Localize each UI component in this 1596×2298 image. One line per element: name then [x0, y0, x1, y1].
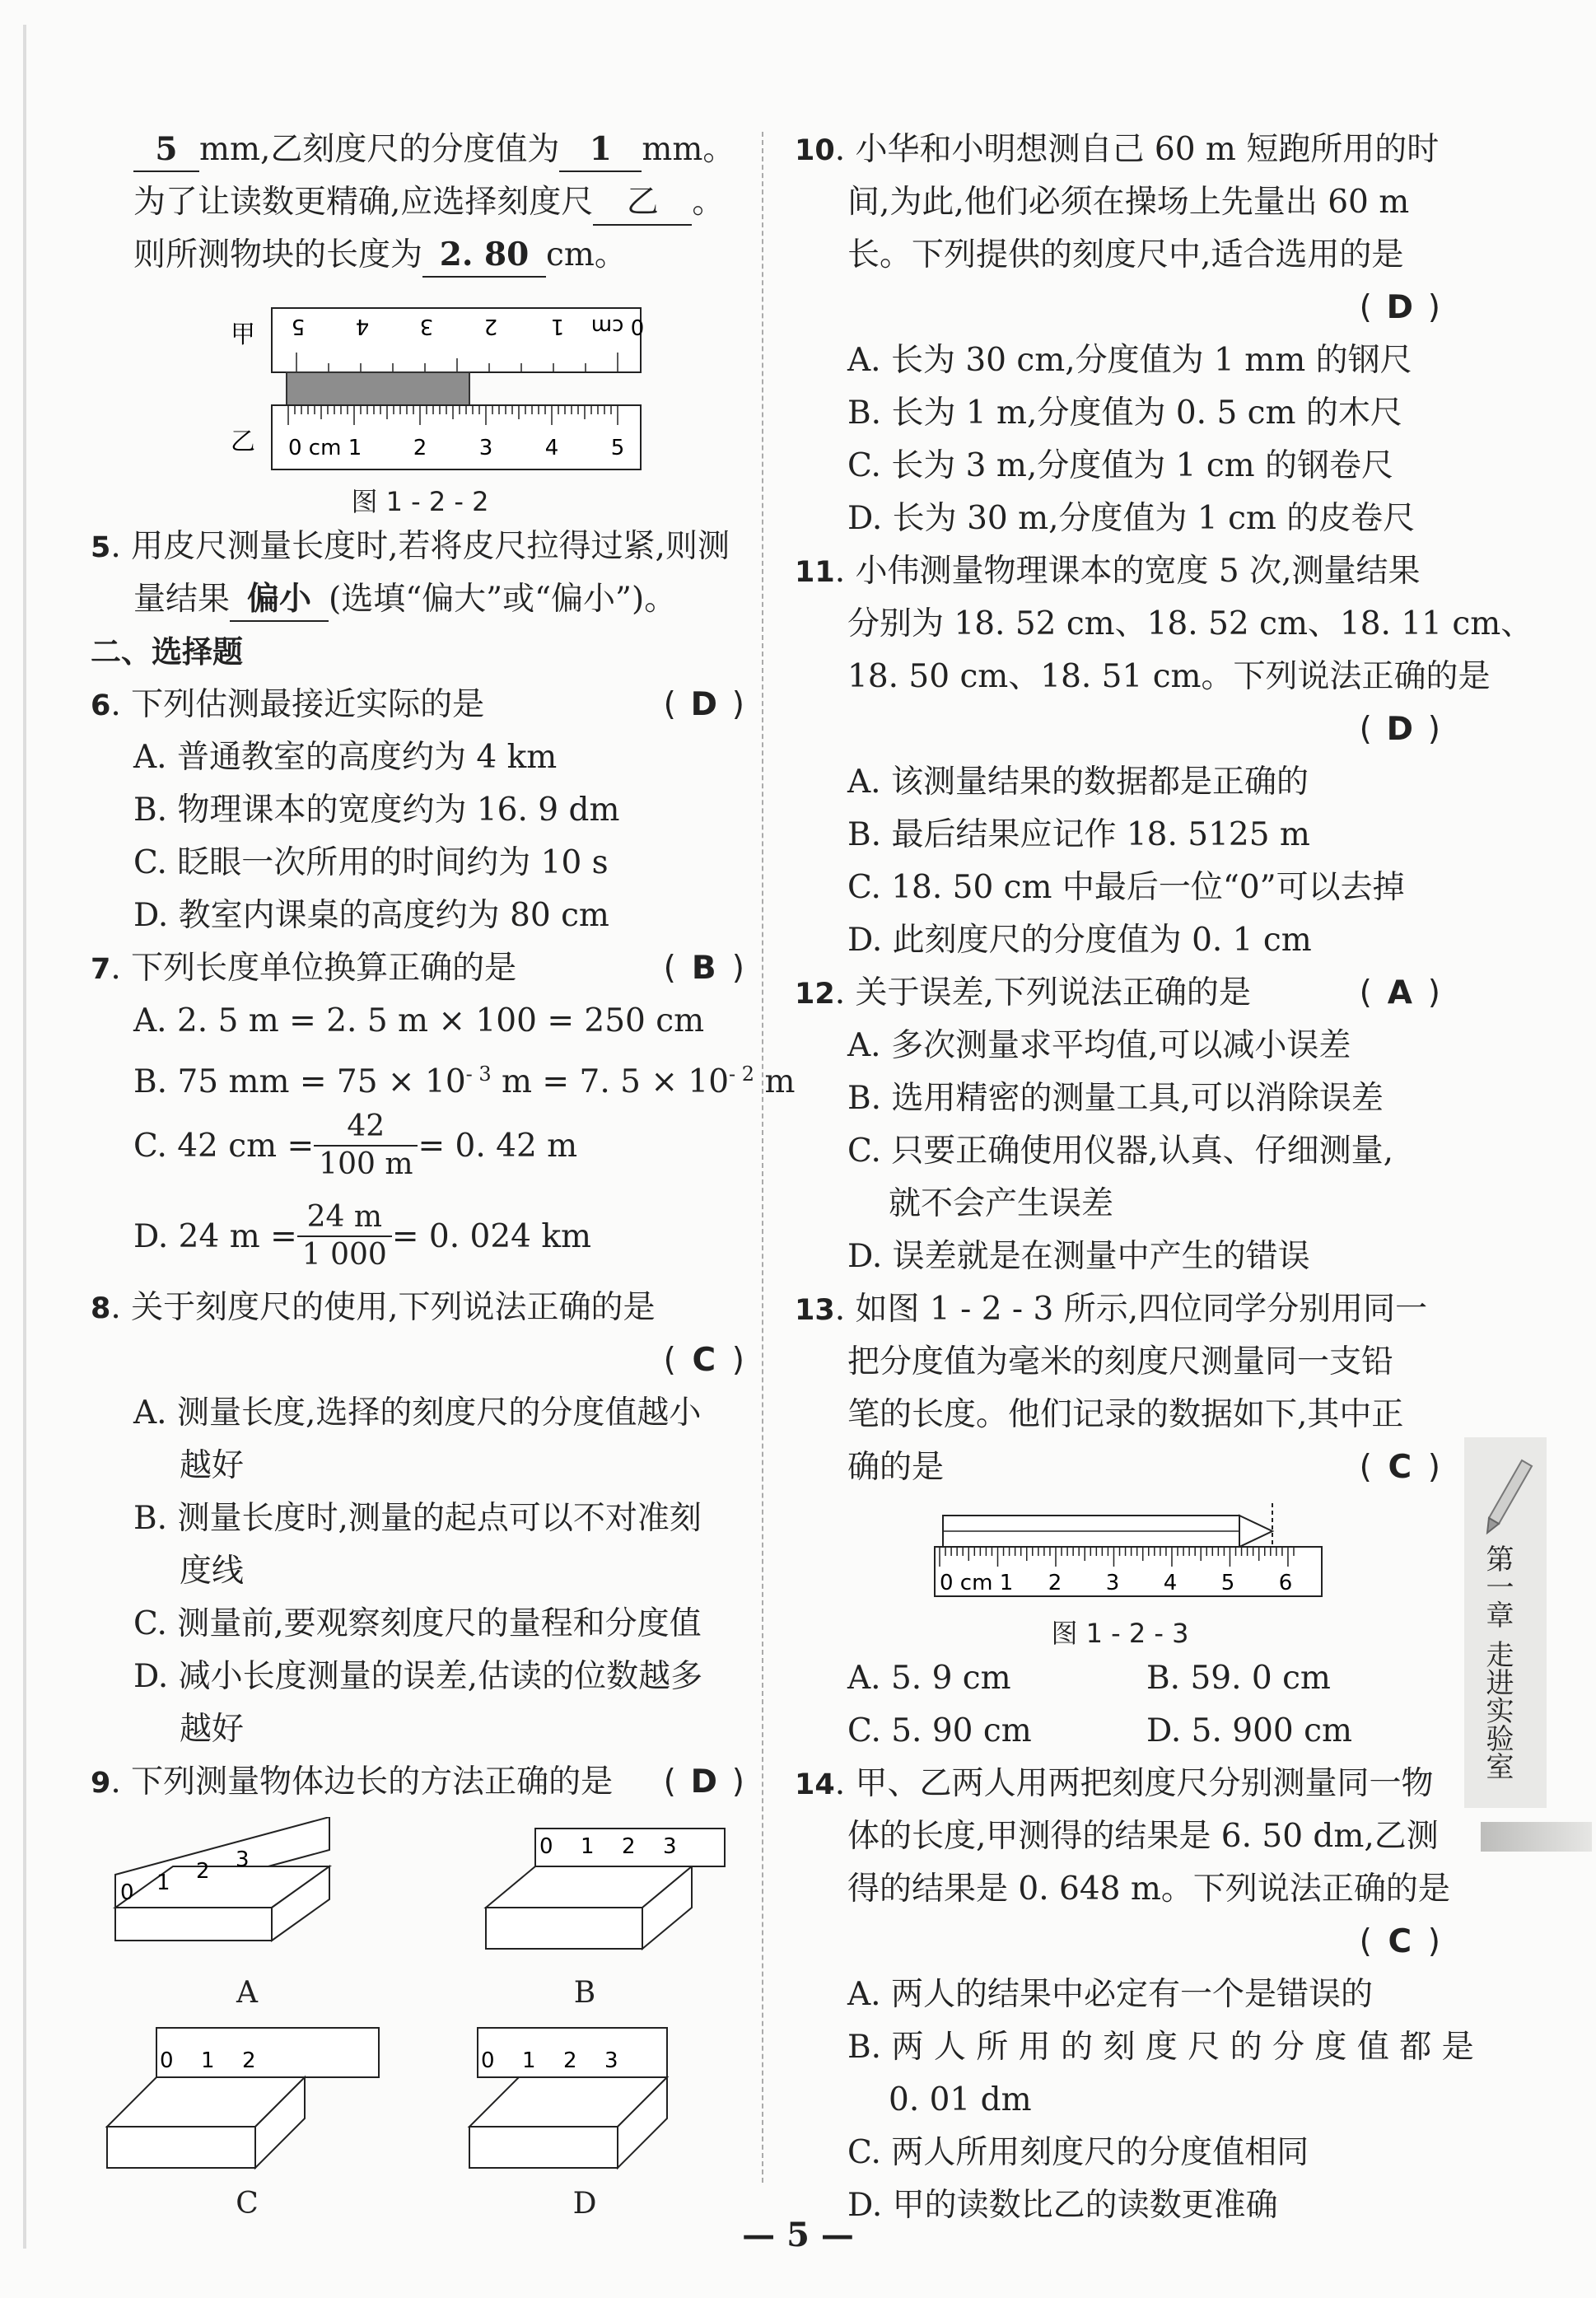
q14-text: . 甲、乙两人用两把刻度尺分别测量同一物	[834, 1765, 1434, 1802]
q7-b-text: m = 7. 5 × 10	[491, 1063, 730, 1100]
q11-option: D. 此刻度尺的分度值为 0. 1 cm	[847, 922, 1312, 959]
figure-1-2-2-caption: 图 1 - 2 - 2	[351, 486, 489, 517]
q10-option: D. 长为 30 m,分度值为 1 cm 的皮卷尺	[847, 500, 1416, 537]
q7-d-text: D. 24 m =	[133, 1217, 297, 1255]
ruler-tick-label: 5	[1220, 1571, 1235, 1595]
q7-number: 7	[91, 953, 111, 986]
fraction-denominator: 1 000	[301, 1238, 387, 1272]
page-number: — 5 —	[742, 2216, 854, 2254]
block-front	[486, 1908, 642, 1949]
q7-text: . 下列长度单位换算正确的是	[110, 950, 517, 987]
q11-stem	[795, 545, 1445, 598]
q12-option: C. 只要正确使用仪器,认真、仔细测量,	[847, 1133, 1394, 1170]
ruler-jia-tick-label: 1	[550, 314, 565, 339]
q5-text: . 用皮尺测量长度时,若将皮尺拉得过紧,则测	[110, 528, 730, 565]
q7-b-text: B. 75 mm = 75 × 10	[133, 1063, 466, 1100]
fraction-numerator: 42	[314, 1109, 418, 1147]
q9-label-c: C	[236, 2187, 259, 2221]
q4-text: mm。	[642, 131, 735, 168]
q14-option-cont: 0. 01 dm	[889, 2081, 1032, 2118]
ruler-yi-tick-label: 0 cm 1	[288, 436, 362, 460]
q14-option: B. 两 人 所 用 的 刻 度 尺 的 分 度 值 都 是	[847, 2029, 1474, 2066]
ruler	[156, 2028, 379, 2077]
ruler-jia-tick-label: 0 cm	[590, 314, 645, 339]
q13-options-row	[795, 1705, 1445, 1758]
q6-option: B. 物理课本的宽度约为 16. 9 dm	[133, 792, 620, 829]
q10-option: A. 长为 30 cm,分度值为 1 mm 的钢尺	[847, 342, 1412, 379]
q6-stem	[91, 679, 749, 731]
figure-1-2-2	[91, 285, 749, 483]
q6-number: 6	[91, 689, 111, 722]
q8-number: 8	[91, 1292, 111, 1325]
chapter-side-text	[1478, 1544, 1514, 1780]
pencil	[943, 1503, 1272, 1548]
ruler-jia	[272, 308, 641, 372]
q12-stem	[795, 967, 1445, 1020]
tick-label: 1	[201, 2048, 215, 2073]
q8-option: B. 测量长度时,测量的起点可以不对准刻	[133, 1500, 702, 1537]
fraction-numerator: 24 m	[297, 1199, 392, 1237]
q13-option: A. 5. 9 cm	[847, 1660, 1011, 1697]
q8-answer: ( C )	[91, 1334, 749, 1387]
q13-option: B. 59. 0 cm	[1146, 1660, 1331, 1697]
q13-answer-letter: C	[1388, 1449, 1412, 1486]
q11-stem-cont: 分别为 18. 52 cm、18. 52 cm、18. 11 cm、	[847, 605, 1533, 642]
q6-option: A. 普通教室的高度约为 4 km	[133, 739, 558, 776]
tick-label: 0	[481, 2048, 495, 2073]
q9-diagram-d	[428, 2020, 741, 2176]
q7-b-text: m	[754, 1063, 796, 1100]
q7-option-b	[91, 1048, 796, 1100]
page-edge	[23, 25, 26, 2249]
q11-stem-cont: 18. 50 cm、18. 51 cm。下列说法正确的是	[847, 658, 1491, 695]
q14-option: C. 两人所用刻度尺的分度值相同	[847, 2134, 1309, 2171]
q8-option: C. 测量前,要观察刻度尺的量程和分度值	[133, 1605, 702, 1642]
side-accent-bar	[1481, 1822, 1592, 1852]
ruler-tick-label: 3	[1105, 1571, 1120, 1595]
q6-answer: ( D )	[664, 679, 744, 731]
q9-label-a: A	[236, 1976, 258, 2010]
q6-answer-letter: D	[690, 686, 717, 723]
q10-stem-cont: 间,为此,他们必须在操场上先量出 60 m	[847, 184, 1410, 221]
q9-diagram-a	[91, 1817, 404, 1965]
q7-b-exponent: - 2	[729, 1063, 755, 1086]
q9-label-b: B	[573, 1976, 596, 2010]
q8-option-cont: 度线	[180, 1553, 245, 1590]
tick-label: 3	[604, 2048, 618, 2073]
q5-number: 5	[91, 531, 111, 564]
q12-option: D. 误差就是在测量中产生的错误	[847, 1238, 1310, 1275]
q13-option: D. 5. 900 cm	[1146, 1712, 1352, 1749]
q7-stem	[91, 942, 749, 995]
q9-figure-c	[91, 2020, 404, 2224]
q6-option: C. 眨眼一次所用的时间约为 10 s	[133, 844, 609, 881]
q11-number: 11	[795, 556, 835, 589]
pencil-tip	[1239, 1516, 1272, 1547]
q14-answer-letter: C	[1388, 1923, 1412, 1960]
ruler-yi-tick-label: 5	[610, 436, 625, 460]
q9-answer: ( D )	[664, 1756, 744, 1809]
tick-label: 0	[120, 1880, 134, 1905]
ruler-yi-tick-label: 3	[478, 436, 493, 460]
q12-answer: ( A )	[1360, 967, 1440, 1020]
q14-option: A. 两人的结果中必定有一个是错误的	[847, 1976, 1373, 2013]
q4-text: 为了让读数更精确,应选择刻度尺	[133, 184, 594, 221]
q8-option: D. 减小长度测量的误差,估读的位数越多	[133, 1658, 703, 1695]
ruler-jia-tick-label: 4	[355, 314, 370, 339]
section-heading: 二、选择题	[91, 634, 243, 670]
tick-label: 0	[160, 2048, 174, 2073]
q13-stem-cont: 把分度值为毫米的刻度尺测量同一支铅	[847, 1343, 1394, 1380]
block-front	[115, 1908, 272, 1941]
q8-stem	[91, 1282, 749, 1334]
q5-text: 量结果	[133, 581, 231, 618]
q8-option-cont: 越好	[180, 1447, 245, 1484]
pencil-icon	[1472, 1444, 1538, 1534]
ruler-jia-tick-label: 5	[291, 314, 306, 339]
tick-label: 1	[156, 1871, 170, 1895]
q12-text: . 关于误差,下列说法正确的是	[834, 974, 1251, 1011]
q10-text: . 小华和小明想测自己 60 m 短跑所用的时	[834, 131, 1440, 168]
q14-stem-cont: 得的结果是 0. 648 m。下列说法正确的是	[847, 1871, 1450, 1908]
q9-stem	[91, 1756, 749, 1809]
q13-stem-cont: 笔的长度。他们记录的数据如下,其中正	[847, 1396, 1404, 1433]
q8-option: A. 测量长度,选择的刻度尺的分度值越小	[133, 1394, 702, 1432]
q9-figure-b	[428, 1817, 741, 2013]
left-column	[91, 124, 796, 2224]
q13-number: 13	[795, 1294, 835, 1327]
q13-option: C. 5. 90 cm	[847, 1712, 1032, 1749]
q10-option: B. 长为 1 m,分度值为 0. 5 cm 的木尺	[847, 395, 1402, 432]
ruler-jia-tick-label: 3	[419, 314, 434, 339]
q4-line1	[91, 124, 749, 176]
measured-block	[287, 372, 469, 405]
q14-stem-cont: 体的长度,甲测得的结果是 6. 50 dm,乙测	[847, 1818, 1439, 1855]
block-front	[107, 2127, 255, 2168]
q7-option-a: A. 2. 5 m = 2. 5 m × 100 = 250 cm	[133, 1002, 705, 1039]
q6-option: D. 教室内课桌的高度约为 80 cm	[133, 897, 609, 934]
column-divider	[762, 132, 763, 2183]
q14-number: 14	[795, 1768, 835, 1801]
q7-option-c	[91, 1100, 749, 1191]
figure-1-2-3-caption: 图 1 - 2 - 3	[1051, 1618, 1189, 1649]
q9-label-d: D	[572, 2187, 597, 2221]
q10-number: 10	[795, 134, 835, 167]
q11-option: C. 18. 50 cm 中最后一位“0”可以去掉	[847, 869, 1405, 906]
tick-label: 0	[539, 1834, 553, 1859]
q10-answer-letter: D	[1386, 289, 1413, 326]
ruler-tick-label: 0 cm 1	[940, 1571, 1014, 1595]
ruler-tick-label: 6	[1278, 1571, 1293, 1595]
q9-diagram-b	[428, 1817, 741, 1965]
q13-stem	[795, 1283, 1445, 1336]
ruler-yi-tick-label: 4	[544, 436, 559, 460]
q5-text: (选填“偏大”或“偏小”)。	[329, 581, 677, 618]
q12-answer-letter: A	[1387, 974, 1412, 1011]
ruler-jia-label: 甲	[231, 320, 255, 349]
ruler-jia-tick-label: 2	[483, 314, 498, 339]
q7-d-fraction	[297, 1199, 392, 1273]
q14-stem	[795, 1758, 1445, 1810]
tick-label: 1	[522, 2048, 536, 2073]
q7-option-d	[91, 1191, 749, 1282]
q13-text: 确的是	[847, 1449, 945, 1486]
q7-answer: ( B )	[664, 942, 744, 995]
q4-line2	[91, 176, 749, 229]
q7-c-text: = 0. 42 m	[418, 1127, 578, 1165]
q9-figure-a	[91, 1817, 404, 2013]
q14-option: D. 甲的读数比乙的读数更准确	[847, 2187, 1278, 2224]
q4-text: 则所测物块的长度为	[133, 236, 423, 273]
q4-text: mm,乙刻度尺的分度值为	[199, 131, 560, 168]
q10-stem	[795, 124, 1445, 176]
ruler-tick-label: 4	[1163, 1571, 1178, 1595]
chapter-title: 走进实验室	[1481, 1640, 1514, 1780]
q8-answer-letter: C	[692, 1342, 716, 1379]
q13-text: . 如图 1 - 2 - 3 所示,四位同学分别用同一	[834, 1291, 1428, 1328]
q7-c-text: C. 42 cm =	[133, 1127, 315, 1165]
q12-option: B. 选用精密的测量工具,可以消除误差	[847, 1080, 1384, 1117]
q12-option: A. 多次测量求平均值,可以减小误差	[847, 1027, 1351, 1064]
q9-diagram-c	[91, 2020, 404, 2176]
ruler-yi-label: 乙	[231, 427, 255, 456]
q7-d-text: = 0. 024 km	[391, 1217, 591, 1255]
tick-label: 1	[581, 1834, 595, 1859]
q4-answer-blank3: 乙	[593, 181, 692, 226]
figure-1-2-3	[795, 1499, 1445, 1614]
q7-c-fraction	[314, 1109, 418, 1183]
ruler-tick-label: 2	[1048, 1571, 1062, 1595]
chapter-number: 第一章	[1481, 1544, 1514, 1628]
q10-option: C. 长为 3 m,分度值为 1 cm 的钢卷尺	[847, 447, 1394, 484]
q5-line2	[91, 573, 749, 626]
q11-option: A. 该测量结果的数据都是正确的	[847, 764, 1309, 801]
q9-text: . 下列测量物体边长的方法正确的是	[110, 1763, 614, 1801]
fraction-denominator: 100 m	[319, 1147, 413, 1181]
q4-answer-blank4: 2. 80	[422, 233, 546, 278]
q4-text: cm。	[546, 236, 627, 273]
q13-options-row	[795, 1652, 1445, 1705]
q9-answer-letter: D	[690, 1763, 717, 1801]
tick-label: 3	[663, 1834, 677, 1859]
tick-label: 2	[622, 1834, 636, 1859]
q7-b-exponent: - 3	[465, 1063, 492, 1086]
tick-label: 2	[563, 2048, 577, 2073]
q13-stem-cont	[795, 1441, 1445, 1494]
ruler-yi-tick-label: 2	[413, 436, 427, 460]
q5-answer-blank: 偏小	[230, 577, 329, 622]
q10-stem-cont: 长。下列提供的刻度尺中,适合选用的是	[847, 236, 1404, 273]
tick-label: 2	[196, 1859, 210, 1884]
q4-answer-blank2: 1	[559, 128, 642, 172]
q4-answer-blank1: 5	[133, 128, 199, 172]
q11-text: . 小伟测量物理课本的宽度 5 次,测量结果	[834, 553, 1421, 590]
q10-answer: ( D )	[795, 282, 1445, 334]
q9-figures	[91, 1817, 749, 2224]
q8-option-cont: 越好	[180, 1711, 245, 1748]
block-front	[469, 2127, 618, 2168]
q12-option-cont: 就不会产生误差	[889, 1185, 1114, 1222]
q11-answer-letter: D	[1386, 711, 1413, 748]
q12-number: 12	[795, 978, 835, 1011]
q11-answer: ( D )	[795, 703, 1445, 756]
tick-label: 3	[236, 1847, 250, 1872]
q11-option: B. 最后结果应记作 18. 5125 m	[847, 816, 1310, 853]
q5-line1	[91, 521, 749, 573]
q6-text: . 下列估测最接近实际的是	[110, 686, 485, 723]
q4-line3	[91, 229, 749, 282]
q13-answer: ( C )	[1360, 1441, 1440, 1494]
q4-text: 。	[692, 184, 725, 221]
q9-figure-d	[428, 2020, 741, 2224]
q9-number: 9	[91, 1767, 111, 1800]
tick-label: 2	[242, 2048, 256, 2073]
q7-answer-letter: B	[691, 950, 716, 987]
q8-text: . 关于刻度尺的使用,下列说法正确的是	[110, 1289, 656, 1326]
q14-answer: ( C )	[795, 1916, 1445, 1969]
